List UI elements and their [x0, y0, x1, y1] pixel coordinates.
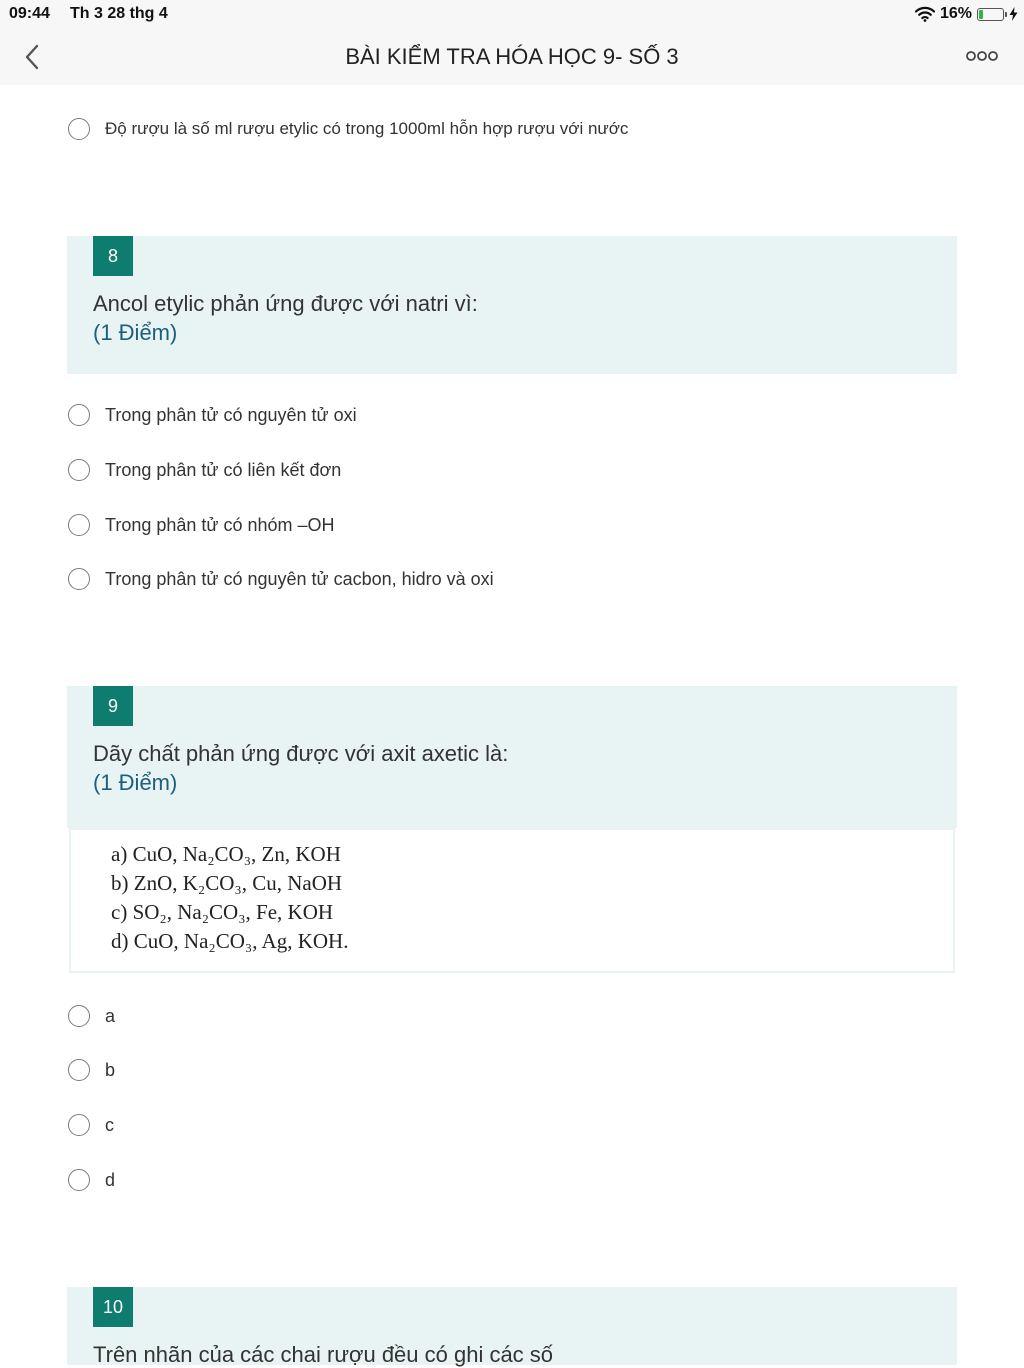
radio-button[interactable] [68, 1114, 90, 1136]
radio-button[interactable] [68, 514, 90, 536]
more-dots-icon [966, 46, 1002, 66]
question-card-8 [67, 236, 957, 374]
battery-percentage: 16% [939, 5, 972, 22]
radio-button[interactable] [68, 1059, 90, 1081]
nav-bar [0, 28, 1024, 85]
status-bar [0, 0, 1024, 28]
q9-option-b[interactable] [68, 1057, 115, 1083]
status-right [915, 4, 1018, 24]
question-number: 8 [93, 236, 133, 276]
option-label: b [105, 1059, 116, 1080]
radio-button[interactable] [68, 118, 90, 140]
q9-option-a[interactable] [68, 1003, 115, 1029]
battery-level [979, 10, 983, 19]
q8-option-2[interactable] [68, 457, 341, 483]
option-label: Trong phân tử có nhóm –OH [105, 514, 335, 535]
option-label: a [105, 1005, 116, 1026]
battery-icon [977, 8, 1004, 21]
image-line-b: b) ZnO, K₂CO₃, Cu, NaOH [111, 871, 343, 895]
option-label: c [105, 1114, 114, 1135]
question-card-10 [67, 1287, 957, 1365]
radio-button[interactable] [68, 1169, 90, 1191]
charging-bolt-icon [1009, 7, 1018, 21]
question-points: (1 Điểm) [93, 320, 178, 345]
question-number: 9 [93, 686, 133, 726]
question-points: (1 Điểm) [93, 770, 178, 795]
status-date: Th 3 28 thg 4 [70, 5, 168, 22]
question-text: Ancol etylic phản ứng được với natri vì: [93, 291, 478, 316]
radio-button[interactable] [68, 459, 90, 481]
option-label: Trong phân tử có nguyên tử cacbon, hidro và oxi [105, 568, 494, 589]
q9-option-c[interactable] [68, 1112, 114, 1138]
option-label: Trong phân tử có nguyên tử oxi [105, 404, 357, 425]
q8-option-3[interactable] [68, 512, 335, 538]
question-text: Trên nhãn của các chai rượu đều có ghi các số [93, 1342, 554, 1367]
image-line-a: a) CuO, Na₂CO₃, Zn, KOH [111, 842, 341, 866]
q8-option-1[interactable] [68, 402, 357, 428]
radio-button[interactable] [68, 1005, 90, 1027]
question-number: 10 [93, 1287, 133, 1327]
radio-button[interactable] [68, 404, 90, 426]
option-label: Độ rượu là số ml rượu etylic có trong 1000ml hỗn hợp rượu với nước [105, 119, 629, 138]
question-card-9 [67, 686, 957, 828]
option-label: Trong phân tử có liên kết đơn [105, 459, 342, 480]
status-time: 09:44 [9, 5, 50, 22]
q8-option-4[interactable] [68, 566, 494, 592]
q7-option-1[interactable] [68, 116, 628, 142]
radio-button[interactable] [68, 568, 90, 590]
option-label: d [105, 1169, 116, 1190]
question-image [69, 828, 955, 973]
wifi-icon [915, 6, 935, 22]
q9-option-d[interactable] [68, 1167, 115, 1193]
page-title: BÀI KIỂM TRA HÓA HỌC 9- SỐ 3 [345, 44, 679, 69]
image-line-d: d) CuO, Na₂CO₃, Ag, KOH. [111, 929, 349, 953]
image-line-c: c) SO₂, Na₂CO₃, Fe, KOH [111, 900, 334, 924]
more-options-button[interactable] [966, 46, 1002, 66]
question-text: Dãy chất phản ứng được với axit axetic là: [93, 741, 509, 766]
